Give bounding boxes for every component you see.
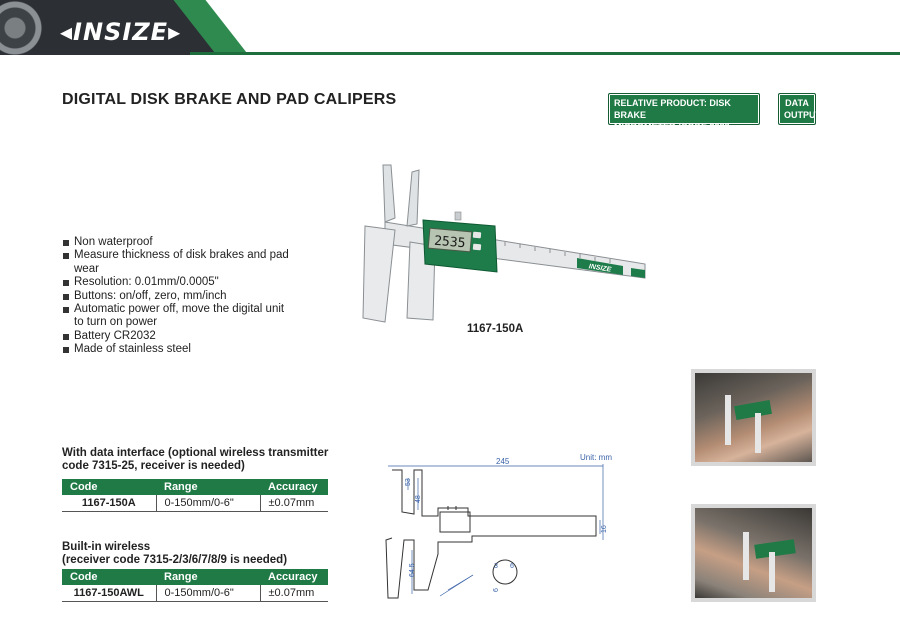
section-title-line: Built-in wireless [62, 541, 151, 553]
header-banner [0, 0, 900, 58]
feature-item: Buttons: on/off, zero, mm/inch [62, 290, 292, 303]
page-title: DIGITAL DISK BRAKE AND PAD CALIPERS [62, 91, 397, 108]
dim-lower: 64.5 [409, 563, 416, 577]
section-title-data-interface [62, 447, 352, 473]
section-title-line: (receiver code 7315-2/3/6/7/8/9 is needed) [62, 554, 288, 566]
cell-range: 0-150mm/0-6" [156, 495, 260, 511]
section-title-line: With data interface (optional wireless transmitter [62, 447, 329, 459]
table-row [62, 495, 328, 511]
dim-detail-2: 6 [510, 563, 514, 570]
caliper-product-image [355, 160, 655, 325]
dim-detail-1: 3 [494, 563, 498, 570]
dimension-drawing [378, 450, 618, 602]
dim-detail-3: 6 [493, 588, 500, 592]
feature-item: Measure thickness of disk brakes and pad wear [62, 249, 292, 276]
cell-accuracy: ±0.07mm [260, 585, 328, 601]
dim-length: 245 [496, 457, 510, 466]
column-header-range: Range [156, 569, 260, 585]
usage-photo-brake-disc [691, 369, 816, 466]
feature-item: Automatic power off, move the digital unit to turn on power [62, 303, 292, 330]
section-title-line: code 7315-25, receiver is needed) [62, 460, 245, 472]
dim-height: 16 [601, 525, 608, 533]
data-output-badge[interactable] [778, 93, 821, 125]
dim-jaw-top: 53 [405, 478, 412, 486]
table-header-row [62, 479, 328, 495]
table-row [62, 585, 328, 601]
spec-table-data-interface [62, 479, 328, 512]
feature-item: Non waterproof [62, 236, 292, 249]
dim-jaw-depth: 48 [415, 495, 422, 503]
feature-item: Made of stainless steel [62, 343, 292, 356]
column-header-code: Code [62, 569, 156, 585]
lcd-reading: 2535 [433, 233, 467, 252]
feature-item: Resolution: 0.01mm/0.0005" [62, 276, 292, 289]
section-title-built-in-wireless [62, 541, 352, 567]
usage-photo-brake-pad [691, 504, 816, 602]
table-header-row [62, 569, 328, 585]
insize-logo: ◂INSIZE▸ [60, 18, 182, 46]
banner-rule [190, 52, 900, 55]
column-header-range: Range [156, 479, 260, 495]
spec-table-built-in-wireless [62, 569, 328, 602]
badge-line: RELATIVE PRODUCT: DISK BRAKE [614, 98, 731, 120]
unit-label: Unit: mm [580, 453, 612, 462]
cell-accuracy: ±0.07mm [260, 495, 328, 511]
column-header-code: Code [62, 479, 156, 495]
cell-code: 1167-150A [62, 495, 156, 511]
relative-product-badge[interactable] [608, 93, 760, 144]
badge-line: OUTPUT [784, 110, 821, 120]
caliper-brand-mark: INSIZE [588, 263, 612, 274]
column-header-accuracy: Accuracy [260, 569, 328, 585]
product-caption: 1167-150A [467, 323, 524, 335]
cell-range: 0-150mm/0-6" [156, 585, 260, 601]
feature-list [62, 236, 292, 357]
badge-line: DATA [785, 98, 809, 108]
cell-code: 1167-150AWL [62, 585, 156, 601]
feature-item: Battery CR2032 [62, 330, 292, 343]
column-header-accuracy: Accuracy [260, 479, 328, 495]
badge-line: MICROMETER (CODE 3288-, 3588-) [614, 122, 736, 144]
